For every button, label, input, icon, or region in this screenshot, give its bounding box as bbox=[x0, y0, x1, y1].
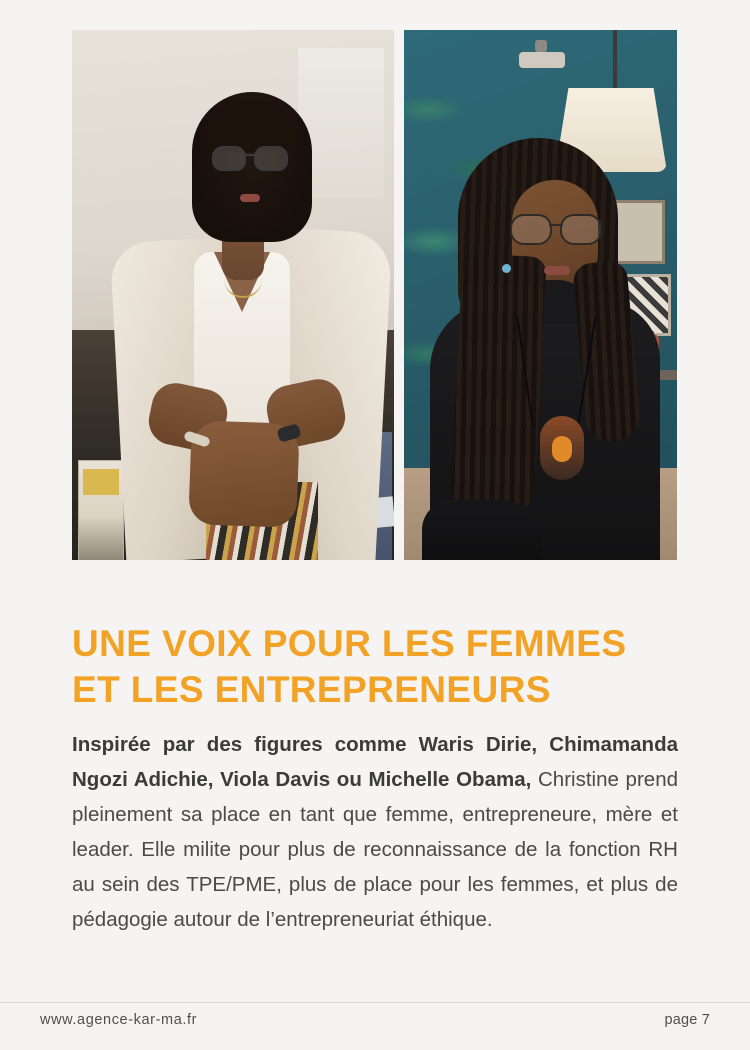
body-paragraph-rest: Christine prend pleinement sa place en tant que femme, entrepreneure, mère et leader. Elle milite pour plus de reconnaissance de la fonction RH au sein des TPE/PME, plus de place pour les femmes, et plus de pédagogie autour de l’entrepreneuriat éthique. bbox=[72, 767, 678, 931]
arm-shape bbox=[422, 500, 542, 560]
book-shape bbox=[78, 460, 124, 560]
hair-front-shape bbox=[204, 100, 296, 152]
glasses-icon bbox=[212, 146, 288, 168]
wall-frame-shape bbox=[613, 200, 665, 264]
lamp-rod-shape bbox=[613, 30, 617, 88]
lips-shape bbox=[240, 194, 260, 202]
body-paragraph bbox=[72, 727, 678, 937]
glasses-icon bbox=[510, 214, 602, 242]
footer-page-number: page 7 bbox=[664, 1012, 710, 1028]
photo-right-woman-with-braids bbox=[404, 30, 677, 560]
photo-gallery bbox=[72, 30, 677, 560]
footer bbox=[40, 1012, 710, 1028]
footer-divider bbox=[0, 1002, 750, 1003]
body-paragraph-lead: Inspirée par des figures comme Waris Dirie, Chimamanda Ngozi Adichie, Viola Davis ou Michelle Obama, bbox=[72, 732, 678, 791]
photo-left-woman-in-blazer bbox=[72, 30, 394, 560]
page-title-line-1: UNE VOIX POUR LES FEMMES bbox=[72, 622, 627, 664]
earring-shape bbox=[502, 264, 511, 273]
pendant-shape bbox=[540, 416, 584, 480]
braids-falling-left-shape bbox=[449, 253, 546, 517]
page-title-line-2: ET LES ENTREPRENEURS bbox=[72, 668, 551, 710]
footer-website[interactable]: www.agence-kar-ma.fr bbox=[40, 1012, 198, 1028]
lips-shape bbox=[544, 266, 570, 275]
page-title bbox=[72, 621, 672, 713]
ceiling-light-shape bbox=[519, 52, 565, 68]
